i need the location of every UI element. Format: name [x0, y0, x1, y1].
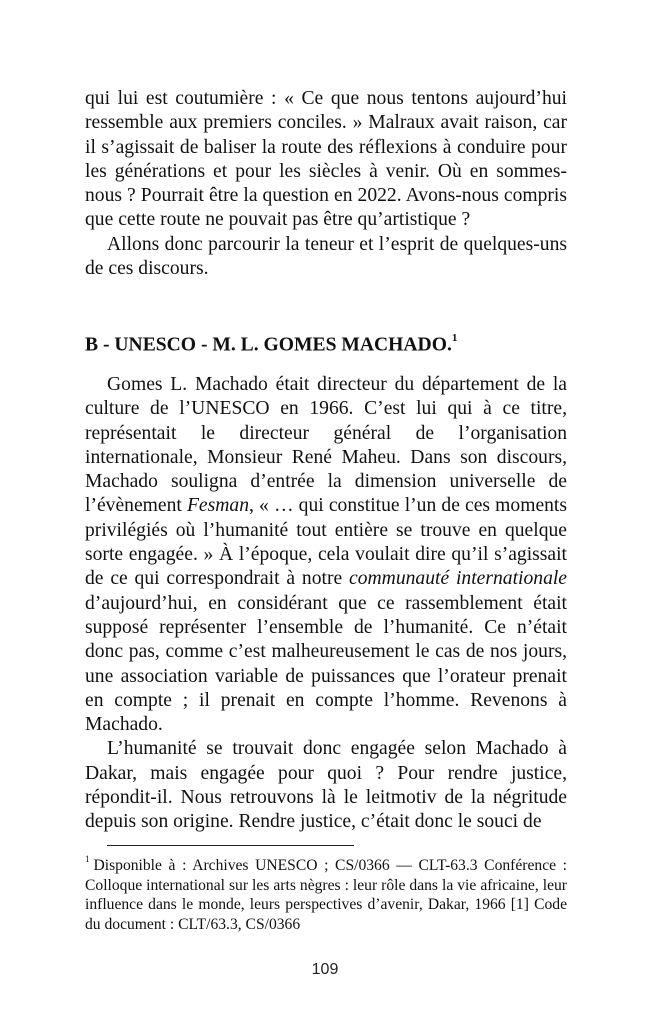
paragraph-3-part-a: Gomes L. Machado était directeur du département de la culture de l’UNESCO en 1966. C’est lui qui à ce titre, représentait le directeur général de l’organisation internationale, Monsieur René Maheu. Dans son discours, Machado souligna d’entrée la dimension universelle de l’évènement	[85, 374, 567, 517]
paragraph-1: qui lui est coutumière : « Ce que nous tentons aujourd’hui ressemble aux premiers conciles. » Malraux avait raison, car il s’agissait de baliser la route des réflexions à conduire pour les générations et pour les siècles à venir. Où en sommes-nous ? Pourrait être la question en 2022. Avons-nous compris que cette route ne pouvait pas être qu’artistique ?	[85, 88, 567, 231]
footnote-separator	[107, 845, 354, 846]
paragraph-3	[85, 373, 567, 737]
opening-text	[85, 87, 567, 281]
paragraph-3-part-e: d’aujourd’hui, en considérant que ce rassemblement était supposé représenter l’ensemble de l’humanité. Ce n’était donc pas, comme c’est malheureusement le cas de nos jours, une association variable de puissances que l’orateur prenait en compte ; il prenait en compte l’homme. Revenons à Machado.	[85, 592, 567, 736]
section-heading-text: B - UNESCO - M. L. GOMES MACHADO.	[85, 334, 452, 356]
footnote-ref[interactable]: 1	[451, 332, 458, 344]
paragraph-3-italic-communaute: communauté internationale	[349, 568, 568, 590]
paragraph-2: Allons donc parcourir la teneur et l’esprit de quelques-uns de ces discours.	[85, 233, 567, 280]
paragraph-3-part-c: , « … qui constitue l’un de ces moments privilégiés où l’humanité tout entière se trouve en quelque sorte engagée. » À l’époque, cela voulait dire qu’il s’agissait de ce qui correspondrait à notre	[85, 495, 568, 590]
footnote	[85, 852, 567, 935]
paragraph-3-italic-fesman: Fesman	[186, 495, 250, 517]
paragraph-4: L’humanité se trouvait donc engagée selon Machado à Dakar, mais engagée pour quoi ? Pour rendre justice, répondit-il. Nous retrouvons là le leitmotiv de la négritude depuis son origine. Rendre justice, c’était donc le souci de	[85, 738, 567, 833]
section-text	[85, 373, 567, 835]
page-number: 109	[311, 961, 339, 978]
footnote-marker: 1	[85, 854, 90, 864]
footnote-text: Disponible à : Archives UNESCO ; CS/0366 — CLT-63.3 Conférence : Colloque international sur les arts nègres : leur rôle dans la vie africaine, leur influence dans le monde, leurs perspectives d’avenir, Dakar, 1966 [1] Code du document : CLT/63.3, CS/0366	[85, 857, 567, 933]
section-heading	[85, 328, 457, 358]
